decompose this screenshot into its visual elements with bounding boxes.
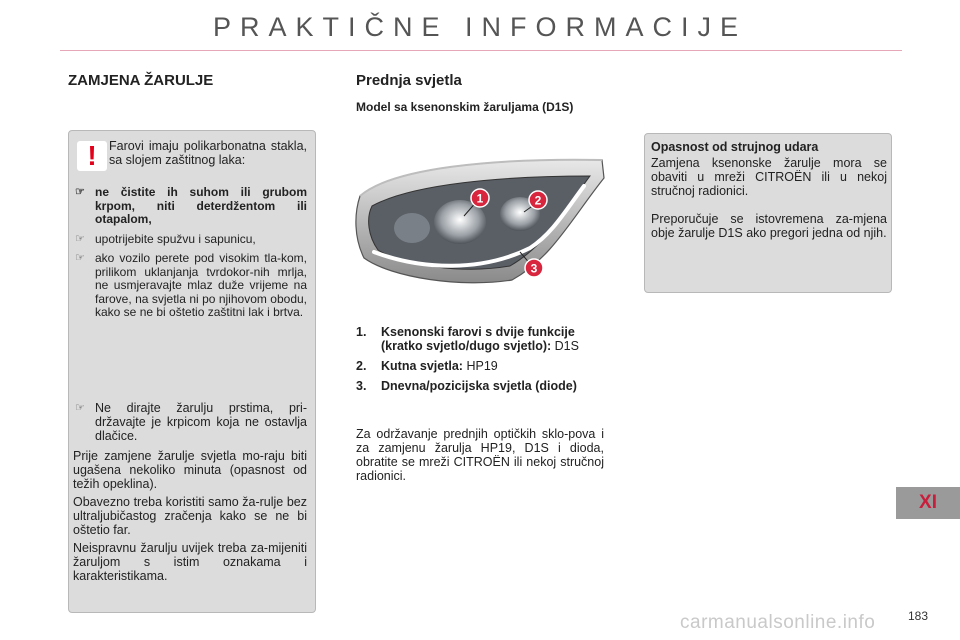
warning-icon: !	[77, 141, 107, 171]
bullet-item: ☞ Ne dirajte žarulju prstima, pri-državajte je krpicom koja ne ostavlja dlačice.	[75, 401, 307, 443]
svg-text:2: 2	[534, 193, 542, 208]
model-heading: Model sa ksenonskim žaruljama (D1S)	[356, 100, 574, 114]
lower-text	[69, 401, 307, 583]
callout-3	[525, 259, 543, 277]
care-info-panel	[68, 130, 316, 613]
page-number: 183	[908, 609, 929, 623]
bullet-item: ☞ upotrijebite spužvu i sapunicu,	[75, 231, 256, 246]
paragraph: Neispravnu žarulju uvijek treba za-mijeniti žaruljom s istim oznakama i karakteristikama.	[73, 541, 307, 583]
subsection-heading: Prednja svjetla	[356, 72, 462, 89]
section-heading: ZAMJENA ŽARULJE	[68, 72, 214, 89]
panel-paragraph: Zamjena ksenonske žarulje mora se obaviti u mreži CITROËN ili u nekoj stručnoj radionici.	[651, 156, 887, 198]
watermark: carmanualsonline.info	[680, 612, 876, 633]
bullet-item: ☞ ne čistite ih suhom ili grubom krpom, niti deterdžentom ili otapalom,	[75, 185, 307, 226]
list-item: 2. Kutna svjetla: HP19	[356, 359, 498, 373]
panel-intro: Farovi imaju polikarbonatna stakla, sa slojem zaštitnog laka:	[109, 139, 307, 167]
panel-paragraph: Preporučuje se istovremena za-mjena obje žarulje D1S ako pregori jedna od njih.	[651, 212, 887, 240]
bullet-list	[69, 186, 307, 326]
title-divider	[60, 50, 902, 51]
svg-text:1: 1	[476, 191, 484, 206]
bulb-list	[356, 325, 606, 399]
page-title: PRAKTIČNE INFORMACIJE	[212, 12, 748, 42]
paragraph: Prije zamjene žarulje svjetla mo-raju biti ugašena nekoliko minuta (opasnost od težih opeklina).	[73, 449, 307, 491]
maintenance-note: Za održavanje prednjih optičkih sklo-pova i za zamjenu žarulja HP19, D1S i dioda, obratite se mreži CITROËN ili nekoj stručnoj radionici.	[356, 427, 604, 483]
list-item: 3. Dnevna/pozicijska svjetla (diode)	[356, 379, 577, 393]
list-item: 1. Ksenonski farovi s dvije funkcije (kratko svjetlo/dugo svjetlo): D1S	[356, 325, 579, 353]
callout-2	[529, 191, 547, 209]
svg-text:3: 3	[530, 261, 538, 276]
callout-1	[471, 189, 489, 207]
electric-shock-warning-panel	[644, 133, 892, 293]
bullet-item: ☞ ako vozilo perete pod visokim tla-kom, prilikom uklanjanja tvrdokor-nih mrlja, ne usmjeravajte mlaz duže vrijeme na farove, na svjetla ni po njihovom obodu, kako se ne bi oštetio zaštitni lak i brtva.	[75, 251, 307, 319]
panel-title: Opasnost od strujnog udara	[651, 140, 819, 154]
paragraph: Obavezno treba koristiti samo ža-rulje bez ultraljubičastog zračenja kako se ne bi oštetio far.	[73, 495, 307, 537]
chapter-tab: XI	[896, 487, 960, 519]
headlamp-illustration	[352, 148, 608, 290]
